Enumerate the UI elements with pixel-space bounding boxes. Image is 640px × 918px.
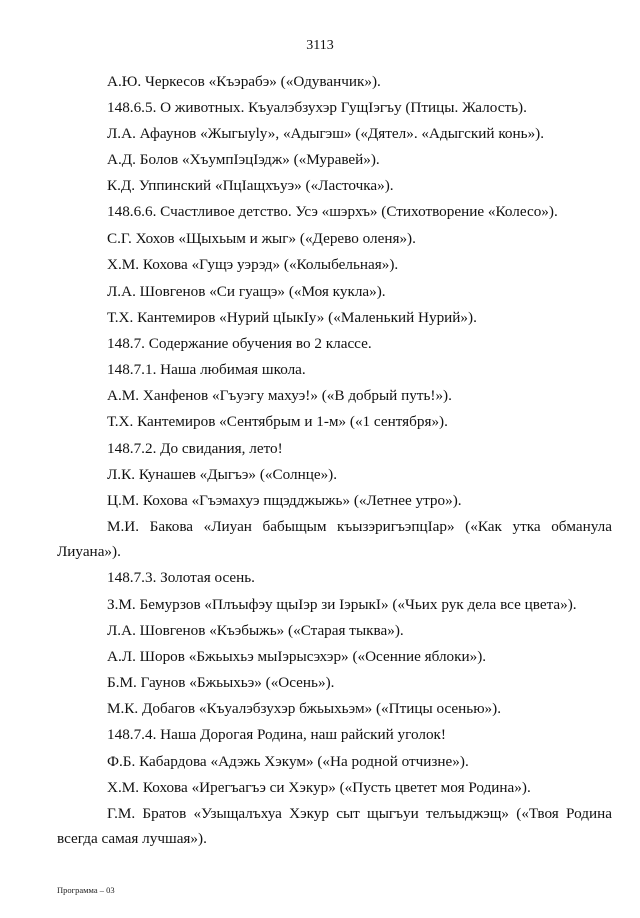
text-line: Ц.М. Кохова «Гъэмахуэ пщэдджыжь» («Летнее утро»). bbox=[107, 492, 462, 509]
text-line: Т.Х. Кантемиров «Нурий цӀыкӀу» («Маленький Нурий»). bbox=[107, 309, 477, 326]
text-line: Х.М. Кохова «Гущэ уэрэд» («Колыбельная»). bbox=[107, 256, 399, 273]
text-line: Ф.Б. Кабардова «Адэжь Хэкум» («На родной отчизне»). bbox=[107, 753, 469, 770]
text-line-continuation: всегда самая лучшая»). bbox=[57, 830, 207, 847]
text-line: Г.М. Братов «Узыщалъхуа Хэкур сыт щыгъуи телъыджэщ» («Твоя Родина bbox=[107, 805, 612, 822]
text-line: Х.М. Кохова «Ирегъагъэ си Хэкур» («Пусть цветет моя Родина»). bbox=[107, 779, 531, 796]
text-line: З.М. Бемурзов «Плъыфэу щыӀэр зи ӀэрыкӀ» («Чьих рук дела все цвета»). bbox=[107, 596, 577, 613]
section-heading: 148.7.3. Золотая осень. bbox=[107, 569, 255, 586]
text-line: А.Ю. Черкесов «Къэрабэ» («Одуванчик»). bbox=[107, 73, 381, 90]
page-number: 3113 bbox=[306, 38, 334, 53]
text-line: Т.Х. Кантемиров «Сентябрым и 1-м» («1 сентября»). bbox=[107, 413, 448, 430]
section-heading: 148.6.6. Счастливое детство. Усэ «шэрхъ» (Стихотворение «Колесо»). bbox=[107, 203, 558, 220]
section-heading: 148.7.2. До свидания, лето! bbox=[107, 440, 283, 457]
text-line: Л.К. Кунашев «Дыгъэ» («Солнце»). bbox=[107, 466, 338, 483]
section-heading: 148.6.5. О животных. Къуалэбзухэр ГущӀэгъу (Птицы. Жалость). bbox=[107, 99, 527, 116]
text-line: А.Д. Болов «ХъумпӀэцӀэдж» («Муравей»). bbox=[107, 151, 380, 168]
text-line-continuation: Лиуана»). bbox=[57, 543, 121, 560]
text-line: Б.М. Гаунов «Бжьыхьэ» («Осень»). bbox=[107, 674, 335, 691]
text-line: К.Д. Уппинский «ПцӀащхъуэ» («Ласточка»). bbox=[107, 177, 394, 194]
section-heading: 148.7. Содержание обучения во 2 классе. bbox=[107, 335, 372, 352]
text-line: М.И. Бакова «Лиуан бабыщым къызэригъэпцӀар» («Как утка обманула bbox=[107, 518, 612, 535]
footer-label: Программа – 03 bbox=[57, 885, 115, 895]
text-line: М.К. Добагов «Къуалэбзухэр бжьыхьэм» («Птицы осенью»). bbox=[107, 700, 501, 717]
section-heading: 148.7.1. Наша любимая школа. bbox=[107, 361, 306, 378]
text-line: С.Г. Хохов «Щыхьым и жыг» («Дерево оленя»). bbox=[107, 230, 416, 247]
text-line: Л.А. Шовгенов «Къэбыжь» («Старая тыква»). bbox=[107, 622, 404, 639]
text-line: Л.А. Шовгенов «Си гуащэ» («Моя кукла»). bbox=[107, 283, 386, 300]
text-line: Л.А. Афаунов «Жыгыуӏу», «Адыгэш» («Дятел». «Адыгский конь»). bbox=[107, 125, 545, 142]
section-heading: 148.7.4. Наша Дорогая Родина, наш райский уголок! bbox=[107, 726, 446, 743]
text-line: А.Л. Шоров «Бжьыхьэ мыӀэрысэхэр» («Осенние яблоки»). bbox=[107, 648, 487, 665]
text-line: А.М. Ханфенов «Гъуэгу махуэ!» («В добрый путь!»). bbox=[107, 387, 452, 404]
